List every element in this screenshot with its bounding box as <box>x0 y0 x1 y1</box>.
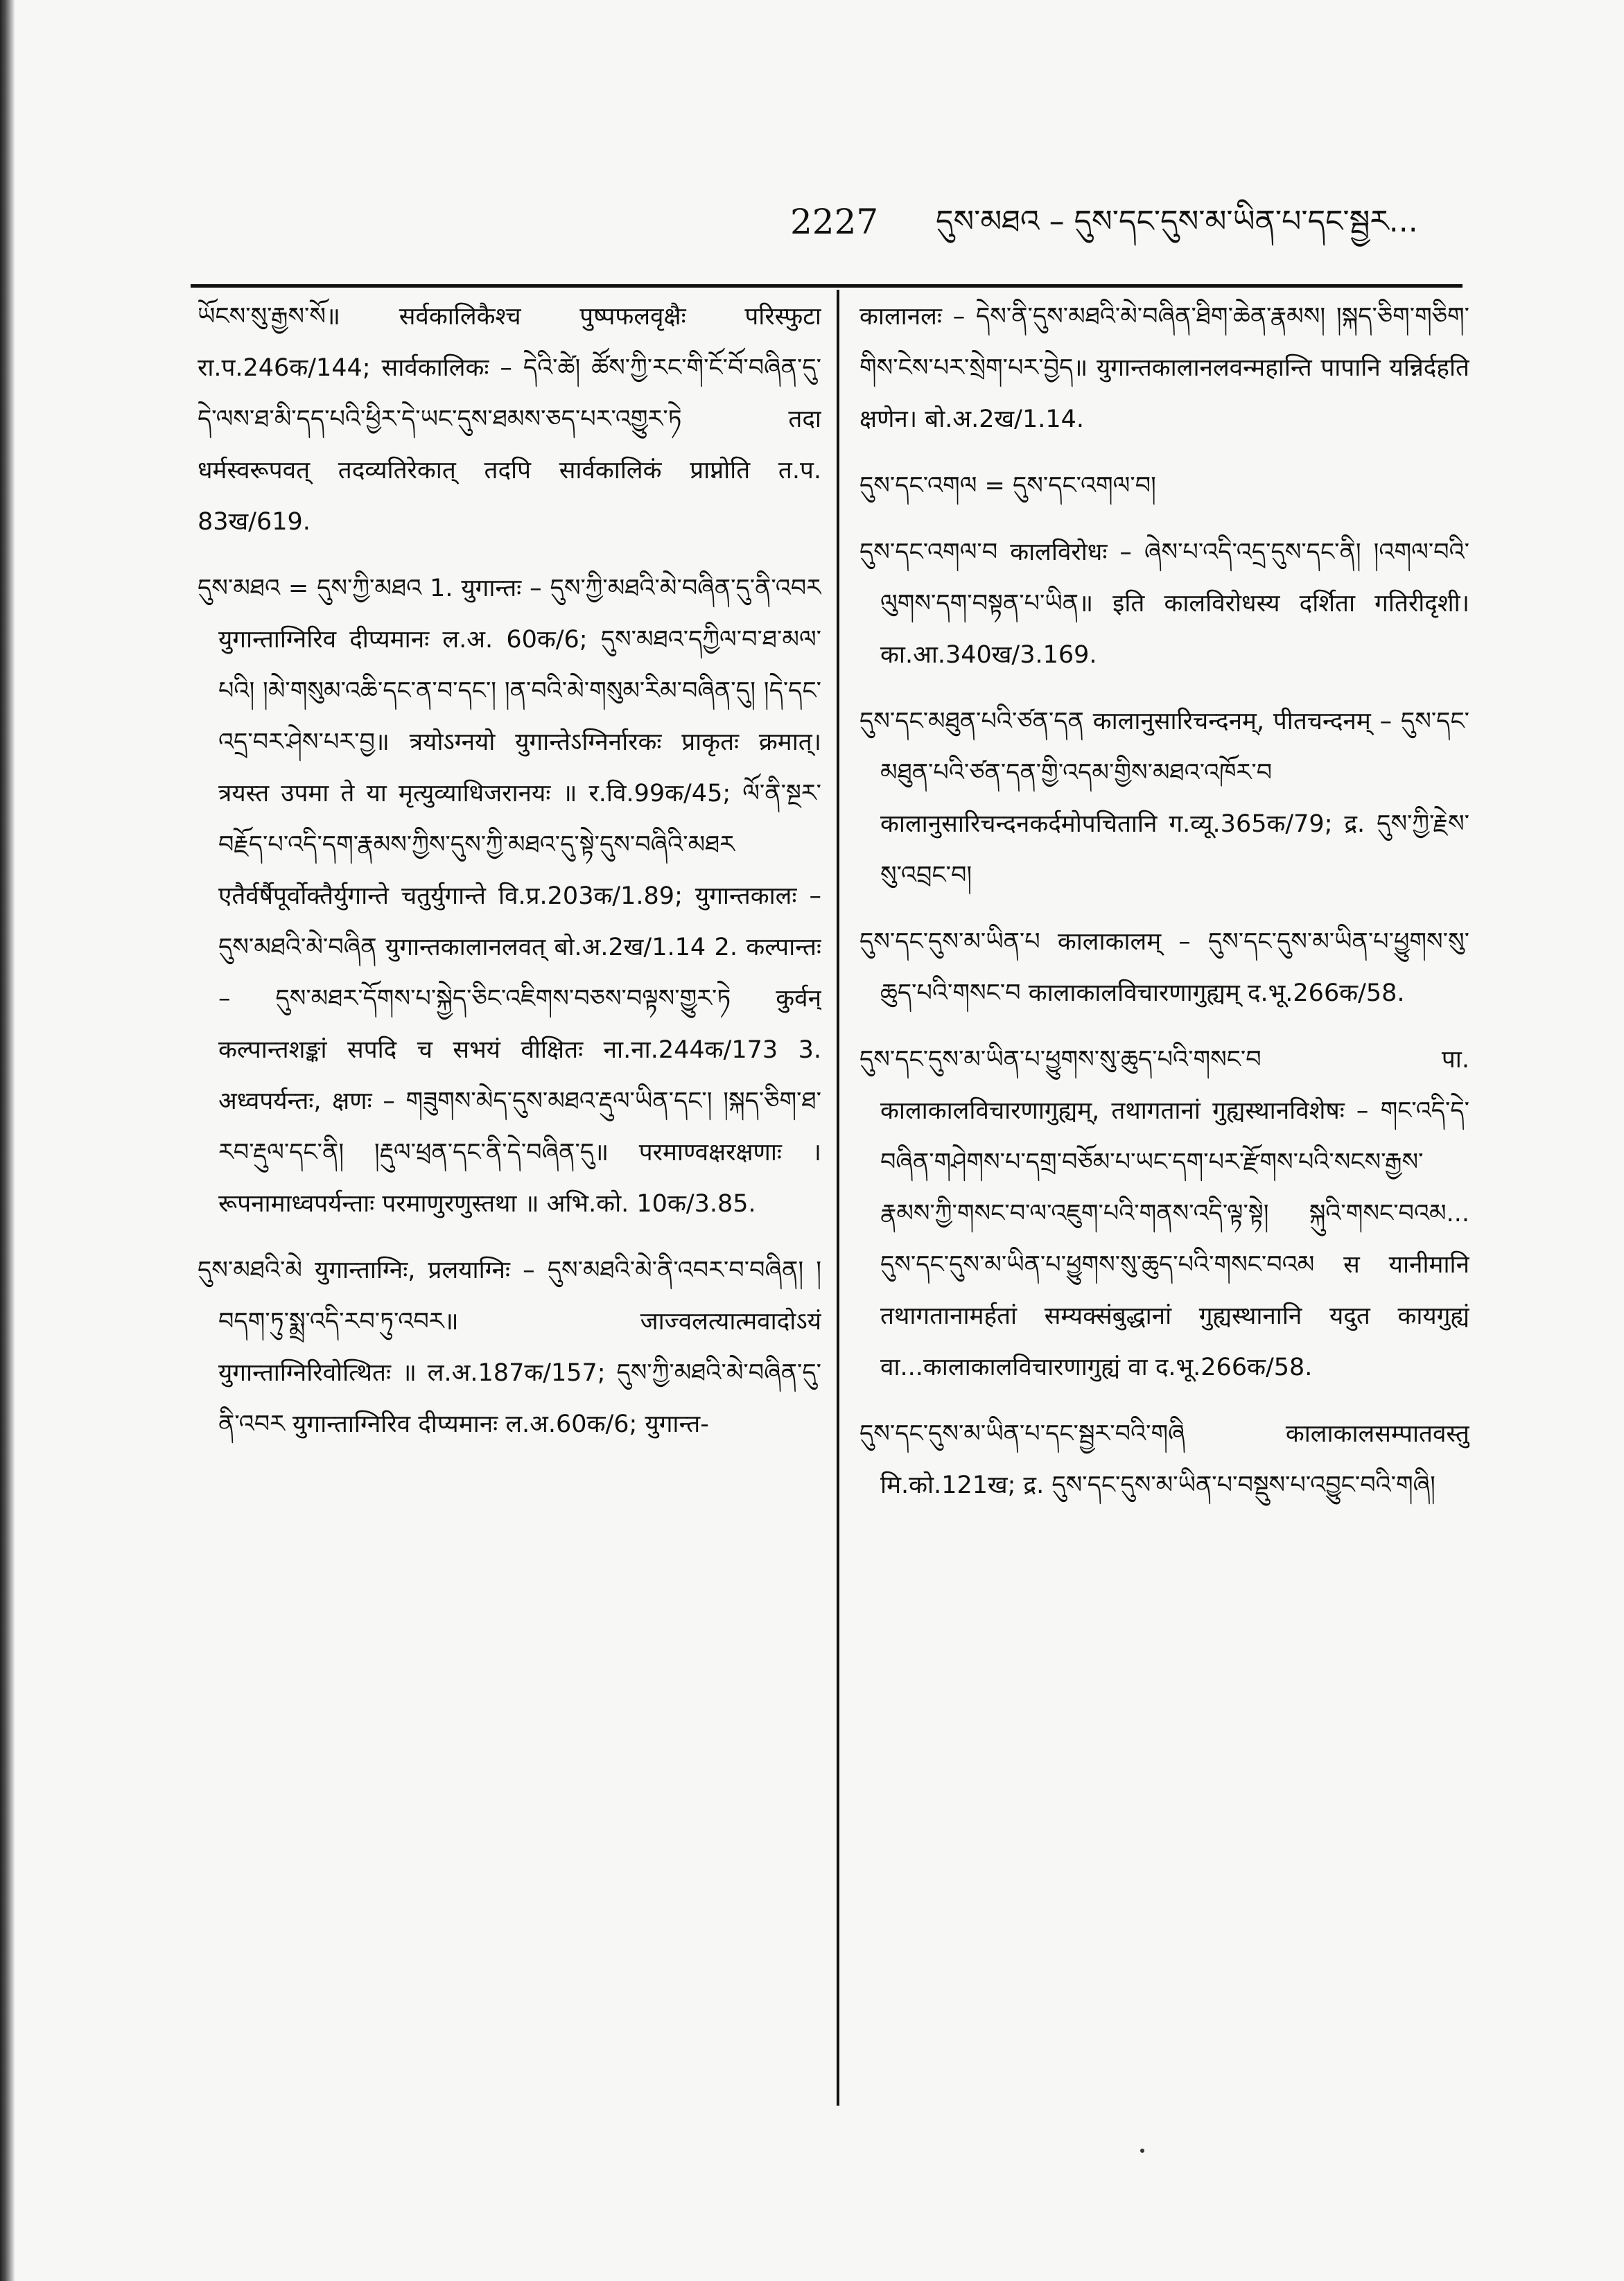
entry-kalakala: དུས་དང་དུས་མ་ཡིན་པ कालाकालम् – དུས་དང་དུས་མ་ཡིན་པ་ཕྱུགས་སུ་ཆུད་པའི་གསང་བ कालाकालविचारणागुह्यम् द.भू.266क/58. <box>859 928 1469 1007</box>
column-divider <box>837 290 839 2106</box>
right-column <box>859 291 1469 2107</box>
entry-sarvakalika: ཡོངས་སུ་རྒྱས་སོ॥ सर्वकालिकैश्च पुष्पफलवृक्षैः परिस्फुटा रा.प.246क/144; सार्वकालिकः – དེའི་ཚེ། ཚོས་ཀྱི་རང་གི་ངོ་བོ་བཞིན་དུ་དེ་ལས་ཐ་མི་དད་པའི་ཕྱིར་དེ་ཡང་དུས་ཐམས་ཅད་པར་འགྱུར་ཏེ तदा धर्मस्वरूपवत् तदव्यतिरेकात् तदपि सार्वकालिकं प्राप्नोति त.प. 83ख/619. <box>198 303 821 536</box>
entry-kalakalavicaranaguhya: དུས་དང་དུས་མ་ཡིན་པ་ཕྱུགས་སུ་ཆུད་པའི་གསང་བ पा. कालाकालविचारणागुह्यम्, तथागतानां गुह्यस्थानविशेषः – གང་འདི་དེ་བཞིན་གཤེགས་པ་དགྲ་བཅོམ་པ་ཡང་དག་པར་རྫོགས་པའི་སངས་རྒྱས་རྣམས་ཀྱི་གསང་བ་ལ་འཇུག་པའི་གནས་འདི་ལྟ་སྟེ། སྐུའི་གསང་བའམ... དུས་དང་དུས་མ་ཡིན་པ་ཕྱུགས་སུ་ཆུད་པའི་གསང་བའམ स यानीमानि तथागतानामर्हतां सम्यक्संबुद्धानां गुह्यस्थानानि यदुत कायगुह्यं वा...कालाकालविचारणागुह्यं वा द.भू.266क/58. <box>859 1046 1469 1381</box>
entry-kalanala: कालानलः – དེས་ནི་དུས་མཐའི་མེ་བཞིན་ཐིག་ཆེན་རྣམས། །སྐད་ཅིག་གཅིག་གིས་ངེས་པར་སྲེག་པར་བྱེད॥ युगान्तकालानलवन्महान्ति पापानि यन्निर्दहति क्षणेन। बो.अ.2ख/1.14. <box>859 303 1469 433</box>
running-head: དུས་མཐའ – དུས་དང་དུས་མ་ཡིན་པ་དང་སྦྱར... <box>936 204 1418 239</box>
left-column <box>198 291 821 2107</box>
entry-kalanusaricandana: དུས་དང་མཐུན་པའི་ཙན་དན कालानुसारिचन्दनम्, पीतचन्दनम् – དུས་དང་མཐུན་པའི་ཙན་དན་གྱི་འདམ་གྱིས་མཐའ་འཁོར་བ कालानुसारिचन्दनकर्दमोपचितानि ग.व्यू.365क/79; द्र. དུས་ཀྱི་རྗེས་སུ་འབྲང་བ། <box>859 708 1469 889</box>
header-rule <box>191 284 1463 288</box>
entry-kalakalasampatavastu: དུས་དང་དུས་མ་ཡིན་པ་དང་སྦྱར་བའི་གཞི कालाकालसम्पातवस्तु मि.को.121ख; द्र. དུས་དང་དུས་མ་ཡིན་པ་བསྡུས་པ་འབྱུང་བའི་གཞི། <box>859 1420 1469 1499</box>
entry-yuganta: དུས་མཐའ = དུས་ཀྱི་མཐའ 1. युगान्तः – དུས་ཀྱི་མཐའི་མེ་བཞིན་དུ་ནི་འབར युगान्ताग्निरिव दीप्यमानः ल.अ. 60क/6; དུས་མཐའ་དཀྱིལ་བ་ཐ་མལ་པའི། །མེ་གསུམ་འཆི་དང་ན་བ་དང་། །ན་བའི་མེ་གསུམ་རིམ་བཞིན་དུ། །དེ་དང་འདྲ་བར་ཤེས་པར་བྱ॥ त्रयोऽग्नयो युगान्तेऽग्निर्नारकः प्राकृतः क्रमात्। त्रयस्त उपमा ते या मृत्युव्याधिजरानयः ॥ र.वि.99क/45; ལོ་ནི་སྔར་བརྗོད་པ་འདི་དག་རྣམས་ཀྱིས་དུས་ཀྱི་མཐའ་དུ་སྟེ་དུས་བཞིའི་མཐར एतैर्वर्षैपूर्वोक्तैर्युगान्ते चतुर्युगान्ते वि.प्र.203क/1.89; युगान्तकालः – དུས་མཐའི་མེ་བཞིན युगान्तकालानलवत् बो.अ.2ख/1.14 2. कल्पान्तः – དུས་མཐར་དོགས་པ་སྐྱེད་ཅིང་འཇིགས་བཅས་བལྟས་གྱུར་ཏེ कुर्वन् कल्पान्तशङ्कां सपदि च सभयं वीक्षितः ना.ना.244क/173 3. अध्वपर्यन्तः, क्षणः – གཟུགས་མེད་དུས་མཐའ་རྡུལ་ཡིན་དང་། །སྐད་ཅིག་ཐ་རབ་རྡུལ་དང་ནི། །རྡུལ་ཕྲན་དང་ནི་དེ་བཞིན་དུ॥ परमाण्वक्षरक्षणाः । रूपनामाध्वपर्यन्ताः परमाणुरणुस्तथा ॥ अभि.को. 10क/3.85. <box>198 575 821 1218</box>
entry-yugantagni: དུས་མཐའི་མེ युगान्ताग्निः, प्रलयाग्निः – དུས་མཐའི་མེ་ནི་འབར་བ་བཞིན། །བདག་ཏུ་སྨྲ་འདི་རབ་ཏུ་འབར॥ जाज्वलत्यात्मवादोऽयं युगान्ताग्निरिवोत्थितः ॥ ल.अ.187क/157; དུས་ཀྱི་མཐའི་མེ་བཞིན་དུ་ནི་འབར युगान्ताग्निरिव दीप्यमानः ल.अ.60क/6; युगान्त- <box>198 1257 821 1438</box>
footer-speck <box>1140 2149 1144 2153</box>
page-number: 2227 <box>790 202 879 242</box>
entry-dus-dang-gal: དུས་དང་འགལ = དུས་དང་འགལ་བ། <box>859 472 1156 500</box>
entry-kalavirodha: དུས་དང་འགལ་བ कालविरोधः – ཞེས་པ་འདི་འདྲ་དུས་དང་ནི། །འགལ་བའི་ལུགས་དག་བསྟན་པ་ཡིན॥ इति कालविरोधस्य दर्शिता गतिरीदृशी। का.आ.340ख/3.169. <box>859 539 1469 669</box>
scan-edge <box>0 0 15 2281</box>
page-header <box>790 198 1490 246</box>
